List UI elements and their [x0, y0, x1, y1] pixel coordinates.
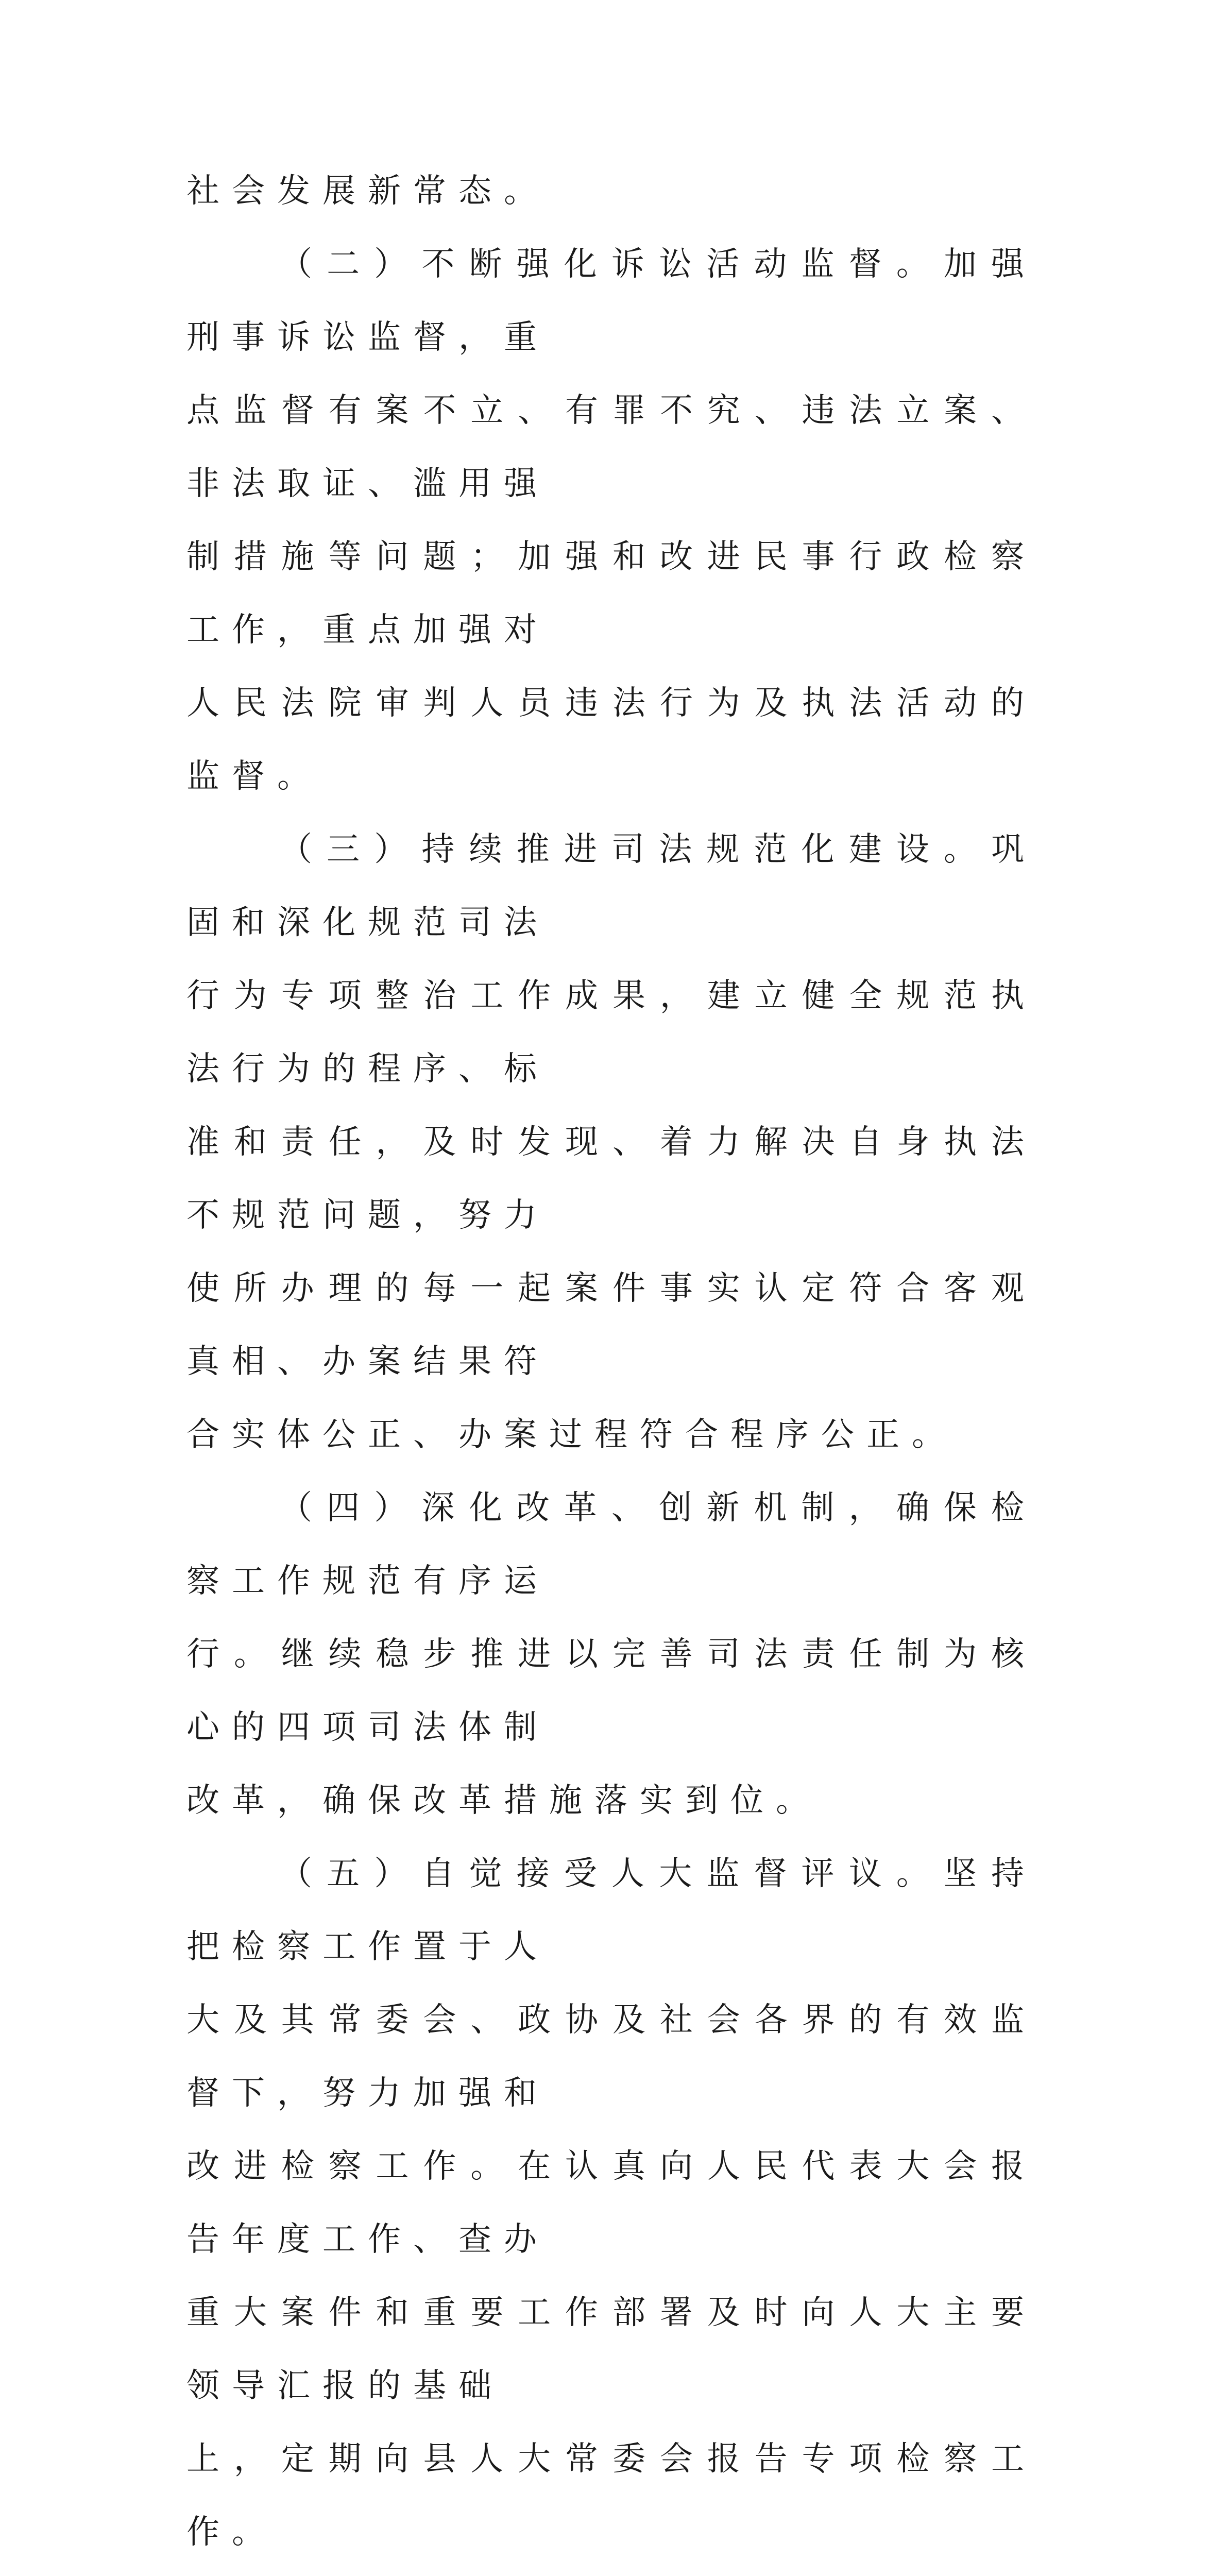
text-line: 点监督有案不立、有罪不究、违法立案、非法取证、滥用强: [186, 392, 1036, 503]
text-line: 行。继续稳步推进以完善司法责任制为核心的四项司法体制: [186, 1635, 1036, 1747]
text-line: 改革，确保改革措施落实到位。: [186, 1782, 821, 1820]
paragraph-section-3: [186, 813, 1036, 1471]
text-line: 社会发展新常态。: [186, 172, 549, 210]
text-line: 合实体公正、办案过程符合程序公正。: [186, 1416, 957, 1454]
text-line: 准和责任，及时发现、着力解决自身执法不规范问题，努力: [186, 1123, 1036, 1234]
text-line: （五）自觉接受人大监督评议。坚持把检察工作置于人: [186, 1855, 1036, 1966]
paragraph-continuation: [186, 155, 1036, 228]
text-line: 制措施等问题；加强和改进民事行政检察工作，重点加强对: [186, 538, 1036, 649]
text-line: 改进检察工作。在认真向人民代表大会报告年度工作、查办: [186, 2147, 1036, 2259]
text-line: 上，定期向县人大常委会报告专项检察工作。: [186, 2440, 1036, 2551]
document-page: [186, 155, 1036, 2576]
paragraph-section-2: [186, 228, 1036, 813]
text-line: （二）不断强化诉讼活动监督。加强刑事诉讼监督，重: [186, 245, 1036, 357]
paragraph-section-5: [186, 1837, 1036, 2569]
text-line: 行为专项整治工作成果，建立健全规范执法行为的程序、标: [186, 977, 1036, 1088]
paragraph-section-6: [186, 2569, 1036, 2576]
text-line: 大及其常委会、政协及社会各界的有效监督下，努力加强和: [186, 2001, 1036, 2112]
text-line: [186, 2569, 1036, 2576]
text-line: （三）持续推进司法规范化建设。巩固和深化规范司法: [186, 831, 1036, 942]
paragraph-section-4: [186, 1471, 1036, 1837]
text-line: 重大案件和重要工作部署及时向人大主要领导汇报的基础: [186, 2294, 1036, 2405]
text-line: 使所办理的每一起案件事实认定符合客观真相、办案结果符: [186, 1269, 1036, 1381]
text-line: （四）深化改革、创新机制，确保检察工作规范有序运: [186, 1489, 1036, 1600]
text-line: 人民法院审判人员违法行为及执法活动的监督。: [186, 684, 1036, 795]
